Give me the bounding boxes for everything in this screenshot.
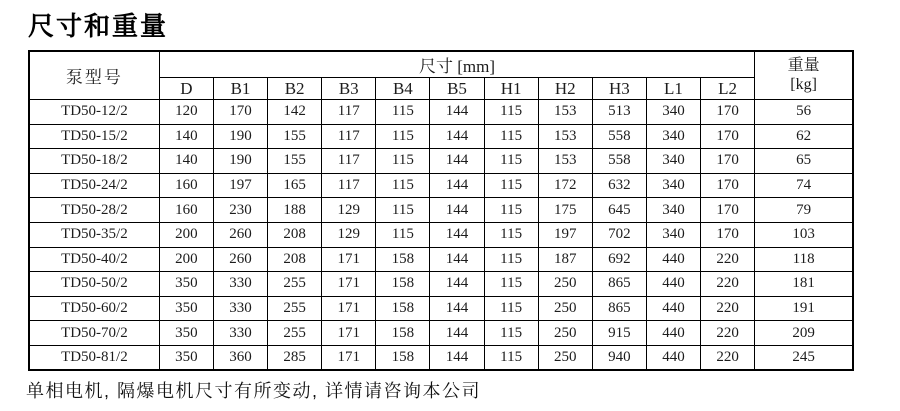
dimension-cell-b2: 255 — [268, 321, 322, 346]
pump-model-cell: TD50-35/2 — [29, 222, 159, 247]
dimension-cell-b3: 129 — [322, 222, 376, 247]
dimension-cell-l1: 440 — [646, 296, 700, 321]
table-row — [29, 149, 853, 174]
dimension-cell-h2: 250 — [538, 296, 592, 321]
dimension-cell-b2: 255 — [268, 296, 322, 321]
dimension-cell-l2: 170 — [701, 198, 755, 223]
dimension-cell-b5: 144 — [430, 222, 484, 247]
dimension-cell-b2: 208 — [268, 247, 322, 272]
dimension-cell-h1: 115 — [484, 296, 538, 321]
dimension-cell-h2: 197 — [538, 222, 592, 247]
dimension-cell-b3: 117 — [322, 173, 376, 198]
dimension-cell-h3: 865 — [592, 272, 646, 297]
dimensions-weight-table — [28, 50, 854, 371]
footnote-text: 单相电机, 隔爆电机尺寸有所变动, 详情请咨询本公司 — [26, 381, 482, 401]
dimension-cell-b2: 142 — [268, 100, 322, 125]
table-row — [29, 198, 853, 223]
dimension-cell-l1: 340 — [646, 149, 700, 174]
dimension-cell-d: 140 — [159, 149, 213, 174]
dimension-cell-h3: 513 — [592, 100, 646, 125]
table-row — [29, 173, 853, 198]
dimension-cell-h3: 702 — [592, 222, 646, 247]
dimension-cell-b5: 144 — [430, 345, 484, 370]
weight-cell: 65 — [755, 149, 853, 174]
column-header-b3: B3 — [322, 78, 376, 100]
pump-model-cell: TD50-81/2 — [29, 345, 159, 370]
pump-model-cell: TD50-70/2 — [29, 321, 159, 346]
dimension-cell-b3: 171 — [322, 345, 376, 370]
dimension-cell-b1: 190 — [213, 149, 267, 174]
dimension-cell-b5: 144 — [430, 247, 484, 272]
table-row — [29, 345, 853, 370]
dimension-cell-b1: 360 — [213, 345, 267, 370]
dimension-cell-l2: 220 — [701, 247, 755, 272]
dimension-cell-h3: 915 — [592, 321, 646, 346]
pump-model-cell: TD50-18/2 — [29, 149, 159, 174]
dimension-cell-b3: 171 — [322, 321, 376, 346]
table-row — [29, 100, 853, 125]
dimension-cell-b5: 144 — [430, 198, 484, 223]
dimension-cell-b5: 144 — [430, 173, 484, 198]
dimension-cell-h1: 115 — [484, 272, 538, 297]
pump-model-cell: TD50-50/2 — [29, 272, 159, 297]
dimension-cell-d: 160 — [159, 173, 213, 198]
dimension-cell-b1: 170 — [213, 100, 267, 125]
dimension-cell-b4: 115 — [376, 100, 430, 125]
dimension-cell-b3: 117 — [322, 124, 376, 149]
dimension-cell-l1: 340 — [646, 124, 700, 149]
column-header-b1: B1 — [213, 78, 267, 100]
dimension-cell-b1: 330 — [213, 321, 267, 346]
dimension-cell-b5: 144 — [430, 321, 484, 346]
dimension-cell-b4: 158 — [376, 247, 430, 272]
table-row — [29, 222, 853, 247]
column-header-weight-kg — [755, 51, 853, 100]
page-title: 尺寸和重量 — [28, 11, 169, 41]
dimension-cell-h2: 175 — [538, 198, 592, 223]
dimension-cell-b1: 260 — [213, 222, 267, 247]
dimension-cell-b4: 158 — [376, 272, 430, 297]
weight-cell: 181 — [755, 272, 853, 297]
column-header-l2: L2 — [701, 78, 755, 100]
table-row — [29, 247, 853, 272]
column-header-b4: B4 — [376, 78, 430, 100]
weight-cell: 191 — [755, 296, 853, 321]
dimension-cell-b2: 188 — [268, 198, 322, 223]
dimension-cell-l2: 170 — [701, 100, 755, 125]
dimension-cell-h2: 250 — [538, 321, 592, 346]
weight-cell: 74 — [755, 173, 853, 198]
weight-cell: 56 — [755, 100, 853, 125]
column-header-d: D — [159, 78, 213, 100]
weight-cell: 103 — [755, 222, 853, 247]
dimension-cell-l2: 220 — [701, 345, 755, 370]
dimension-cell-h1: 115 — [484, 173, 538, 198]
dimension-cell-b4: 115 — [376, 173, 430, 198]
pump-model-cell: TD50-40/2 — [29, 247, 159, 272]
weight-cell: 79 — [755, 198, 853, 223]
dimension-cell-b1: 260 — [213, 247, 267, 272]
dimension-cell-b2: 255 — [268, 272, 322, 297]
dimension-cell-d: 350 — [159, 321, 213, 346]
dimension-cell-h3: 558 — [592, 124, 646, 149]
weight-cell: 118 — [755, 247, 853, 272]
dimension-cell-b5: 144 — [430, 100, 484, 125]
dimension-cell-b4: 158 — [376, 296, 430, 321]
dimension-cell-d: 350 — [159, 296, 213, 321]
dimension-cell-l2: 170 — [701, 173, 755, 198]
weight-cell: 209 — [755, 321, 853, 346]
dimension-cell-l2: 170 — [701, 149, 755, 174]
pump-model-cell: TD50-28/2 — [29, 198, 159, 223]
dimension-cell-b3: 171 — [322, 296, 376, 321]
dimension-cell-h1: 115 — [484, 345, 538, 370]
column-header-b2: B2 — [268, 78, 322, 100]
dimension-cell-d: 350 — [159, 272, 213, 297]
table-body — [29, 100, 853, 371]
dimension-cell-h3: 865 — [592, 296, 646, 321]
pump-model-cell: TD50-24/2 — [29, 173, 159, 198]
weight-cell: 62 — [755, 124, 853, 149]
column-header-h2: H2 — [538, 78, 592, 100]
dimension-cell-b5: 144 — [430, 272, 484, 297]
dimension-cell-h1: 115 — [484, 321, 538, 346]
column-header-l1: L1 — [646, 78, 700, 100]
dimension-cell-l1: 440 — [646, 272, 700, 297]
dimension-cell-b2: 155 — [268, 124, 322, 149]
dimension-cell-h1: 115 — [484, 247, 538, 272]
dimension-cell-b3: 171 — [322, 272, 376, 297]
dimension-cell-b4: 158 — [376, 345, 430, 370]
dimension-cell-l1: 440 — [646, 247, 700, 272]
dimension-cell-b3: 117 — [322, 100, 376, 125]
dimension-cell-b1: 230 — [213, 198, 267, 223]
column-header-h1: H1 — [484, 78, 538, 100]
weight-cell: 245 — [755, 345, 853, 370]
dimension-cell-h3: 632 — [592, 173, 646, 198]
header-group-row — [29, 51, 853, 78]
dimension-cell-h1: 115 — [484, 124, 538, 149]
column-header-b5: B5 — [430, 78, 484, 100]
dimension-cell-h2: 250 — [538, 345, 592, 370]
pump-model-cell: TD50-12/2 — [29, 100, 159, 125]
pump-model-cell: TD50-15/2 — [29, 124, 159, 149]
dimension-cell-h1: 115 — [484, 100, 538, 125]
dimension-cell-d: 140 — [159, 124, 213, 149]
dimension-cell-h1: 115 — [484, 198, 538, 223]
table-header — [29, 51, 853, 100]
dimension-cell-b4: 115 — [376, 198, 430, 223]
dimension-cell-d: 350 — [159, 345, 213, 370]
dimension-cell-h2: 153 — [538, 124, 592, 149]
column-header-h3: H3 — [592, 78, 646, 100]
dimension-cell-b4: 115 — [376, 222, 430, 247]
dimension-cell-h2: 250 — [538, 272, 592, 297]
table-row — [29, 124, 853, 149]
dimension-cell-b5: 144 — [430, 296, 484, 321]
dimension-cell-b1: 190 — [213, 124, 267, 149]
dimension-cell-d: 200 — [159, 247, 213, 272]
table-row — [29, 296, 853, 321]
dimension-cell-b2: 155 — [268, 149, 322, 174]
dimension-cell-l1: 340 — [646, 198, 700, 223]
dimension-cell-l2: 220 — [701, 272, 755, 297]
dimension-cell-b3: 129 — [322, 198, 376, 223]
column-header-pump-model: 泵型号 — [29, 51, 159, 100]
dimension-cell-d: 160 — [159, 198, 213, 223]
dimension-cell-h2: 172 — [538, 173, 592, 198]
dimension-cell-b2: 285 — [268, 345, 322, 370]
dimension-cell-l2: 220 — [701, 296, 755, 321]
dimension-cell-d: 120 — [159, 100, 213, 125]
dimension-cell-b1: 330 — [213, 272, 267, 297]
weight-header-line2: [kg] — [790, 75, 817, 93]
dimension-cell-h3: 558 — [592, 149, 646, 174]
dimension-cell-h1: 115 — [484, 222, 538, 247]
dimension-cell-b4: 158 — [376, 321, 430, 346]
dimension-cell-l1: 340 — [646, 100, 700, 125]
dimension-cell-b3: 171 — [322, 247, 376, 272]
dimension-cell-d: 200 — [159, 222, 213, 247]
pump-model-cell: TD50-60/2 — [29, 296, 159, 321]
dimension-cell-b4: 115 — [376, 149, 430, 174]
column-group-header-dimensions-mm: 尺寸 [mm] — [159, 51, 754, 78]
dimension-cell-l2: 220 — [701, 321, 755, 346]
dimension-cell-h3: 692 — [592, 247, 646, 272]
dimension-cell-l1: 440 — [646, 321, 700, 346]
dimension-cell-b2: 165 — [268, 173, 322, 198]
weight-header-line1: 重量 — [787, 57, 820, 75]
dimension-cell-h2: 153 — [538, 149, 592, 174]
table-row — [29, 272, 853, 297]
table-row — [29, 321, 853, 346]
dimension-cell-l1: 440 — [646, 345, 700, 370]
dimension-cell-b1: 330 — [213, 296, 267, 321]
dimension-cell-b5: 144 — [430, 149, 484, 174]
dimension-cell-h2: 187 — [538, 247, 592, 272]
dimension-cell-h3: 645 — [592, 198, 646, 223]
dimension-cell-l1: 340 — [646, 173, 700, 198]
dimension-cell-b3: 117 — [322, 149, 376, 174]
dimension-cell-b1: 197 — [213, 173, 267, 198]
dimension-cell-b5: 144 — [430, 124, 484, 149]
dimension-cell-h1: 115 — [484, 149, 538, 174]
dimension-cell-l2: 170 — [701, 222, 755, 247]
dimension-cell-b4: 115 — [376, 124, 430, 149]
dimension-cell-l1: 340 — [646, 222, 700, 247]
dimension-cell-l2: 170 — [701, 124, 755, 149]
dimension-cell-h3: 940 — [592, 345, 646, 370]
dimension-cell-b2: 208 — [268, 222, 322, 247]
dimension-cell-h2: 153 — [538, 100, 592, 125]
